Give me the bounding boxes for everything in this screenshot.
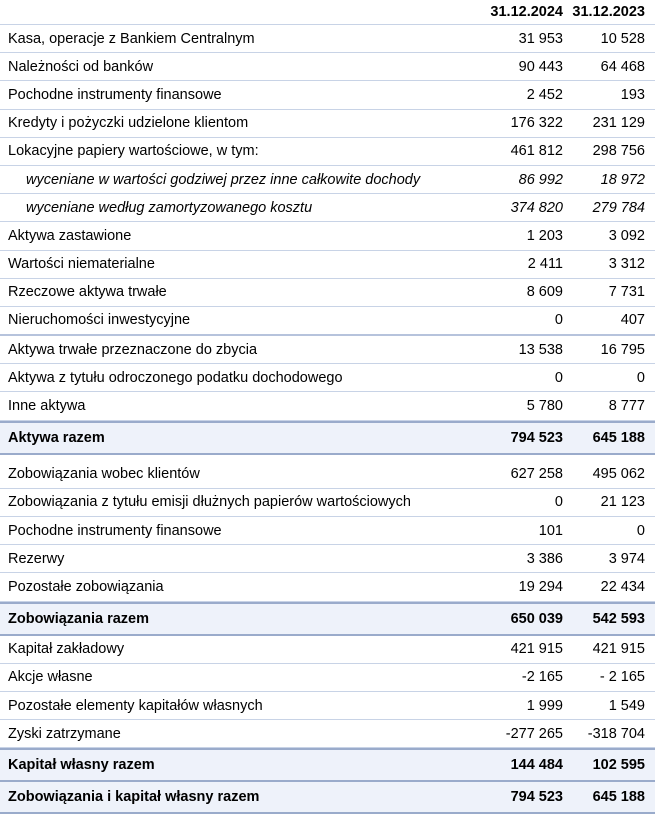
table-row: Kasa, operacje z Bankiem Centralnym 31 953 10 528: [0, 25, 655, 53]
table-row: Nieruchomości inwestycyjne 0 407: [0, 307, 655, 336]
table-row: Pochodne instrumenty finansowe 2 452 193: [0, 81, 655, 109]
table-row: Lokacyjne papiery wartościowe, w tym: 461 812 298 756: [0, 138, 655, 166]
table-row: Inne aktywa 5 780 8 777: [0, 392, 655, 420]
assets-total-row: Aktywa razem 794 523 645 188: [0, 421, 655, 455]
header-2023: 31.12.2023: [572, 4, 645, 20]
table-row: Aktywa z tytułu odroczonego podatku dochodowego 0 0: [0, 364, 655, 392]
header-row: [0, 0, 655, 24]
table-row: Aktywa trwałe przeznaczone do zbycia 13 538 16 795: [0, 336, 655, 364]
table-row: Zyski zatrzymane -277 265 -318 704: [0, 720, 655, 748]
table-row: Aktywa zastawione 1 203 3 092: [0, 222, 655, 250]
table-row: Wartości niematerialne 2 411 3 312: [0, 251, 655, 279]
table-row: Pozostałe zobowiązania 19 294 22 434: [0, 573, 655, 601]
table-row: Pozostałe elementy kapitałów własnych 1 999 1 549: [0, 692, 655, 720]
liabilities-total-row: Zobowiązania razem 650 039 542 593: [0, 602, 655, 636]
table-row: Kredyty i pożyczki udzielone klientom 176 322 231 129: [0, 110, 655, 138]
equity-total-row: Kapitał własny razem 144 484 102 595: [0, 748, 655, 782]
table-row-sub: wyceniane w wartości godziwej przez inne całkowite dochody 86 992 18 972: [0, 166, 655, 194]
header-2024: 31.12.2024: [490, 4, 563, 20]
table-row: Zobowiązania z tytułu emisji dłużnych papierów wartościowych 0 21 123: [0, 489, 655, 517]
table-row: Zobowiązania wobec klientów 627 258 495 062: [0, 461, 655, 489]
table-row: Rzeczowe aktywa trwałe 8 609 7 731: [0, 279, 655, 307]
table-row: Kapitał zakładowy 421 915 421 915: [0, 636, 655, 664]
table-row: Rezerwy 3 386 3 974: [0, 545, 655, 573]
table-row: Pochodne instrumenty finansowe 101 0: [0, 517, 655, 545]
table-row: Akcje własne -2 165 - 2 165: [0, 664, 655, 692]
grand-total-row: Zobowiązania i kapitał własny razem 794 523 645 188: [0, 782, 655, 814]
table-row: Należności od banków 90 443 64 468: [0, 53, 655, 81]
table-row-sub: wyceniane według zamortyzowanego kosztu 374 820 279 784: [0, 194, 655, 222]
